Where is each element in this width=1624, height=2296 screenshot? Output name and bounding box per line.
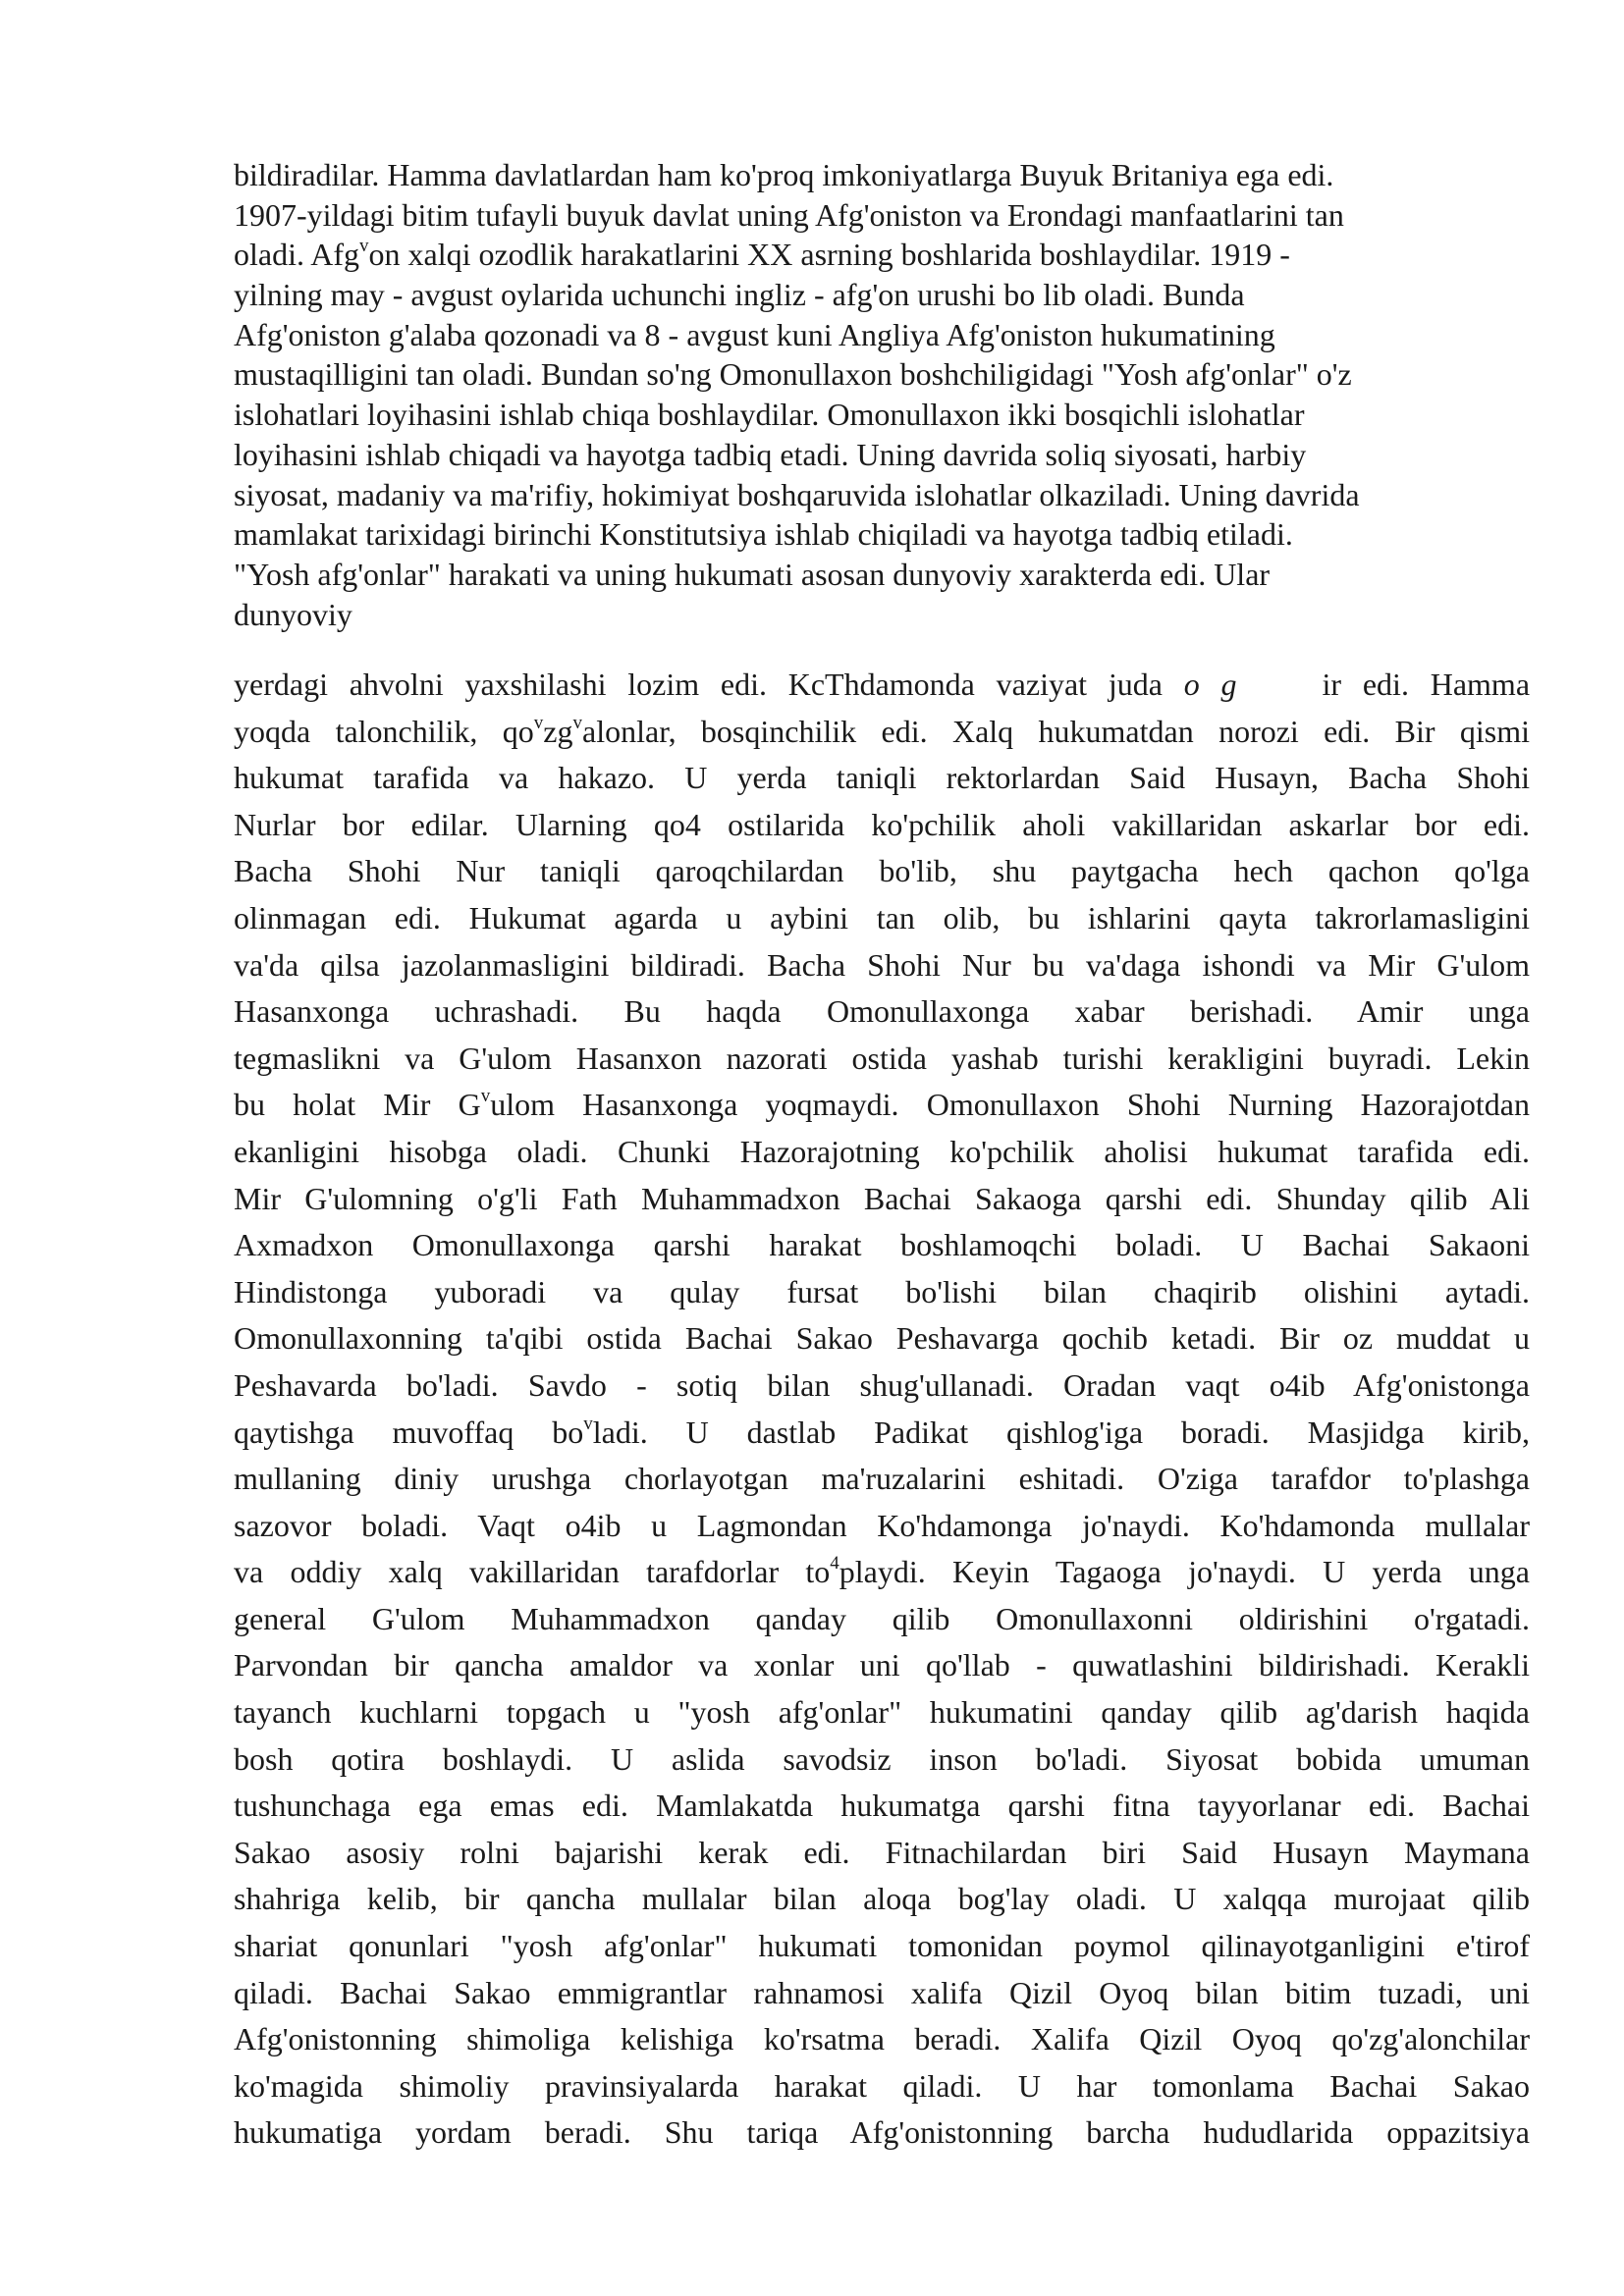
superscript-mark: v	[533, 712, 544, 733]
text-line: Hindistonga yuboradi va qulay fursat bo'lishi bilan chaqirib olishini aytadi.	[234, 1273, 1530, 1309]
text-run: qaytishga muvoffaq bo	[234, 1414, 584, 1450]
text-run: ladi. U dastlab Padikat qishlog'iga boradi. Masjidga kirib,	[592, 1414, 1531, 1450]
superscript-mark: v	[572, 712, 582, 733]
text-line: ko'magida shimoliy pravinsiyalarda harakat qiladi. U har tomonlama Bachai Sakao	[234, 2067, 1530, 2104]
text-line: dunyoviy	[234, 596, 352, 632]
text-run: on xalqi ozodlik harakatlarini XX asrning boshlarida boshlaydilar. 1919 -	[368, 237, 1290, 273]
text-run: oladi. Afg	[234, 237, 359, 273]
text-line: loyihasini ishlab chiqadi va hayotga tadbiq etadi. Uning davrida soliq siyosati, harbiy	[234, 436, 1307, 472]
text-run: bu holat Mir G	[234, 1087, 481, 1123]
text-line: Peshavarda bo'ladi. Savdo - sotiq bilan shug'ullanadi. Oradan vaqt o4ib Afg'onistonga	[234, 1366, 1530, 1403]
superscript-mark: v	[358, 236, 369, 257]
text-run: ulom Hasanxonga yoqmaydi. Omonullaxon Shohi Nurning Hazorajotdan	[490, 1087, 1530, 1123]
text-line: Afg'oniston g'alaba qozonadi va 8 - avgust kuni Angliya Afg'oniston hukumatining	[234, 316, 1275, 352]
text-line: bildiradilar. Hamma davlatlardan ham ko'proq imkoniyatlarga Buyuk Britaniya ega edi.	[234, 157, 1334, 192]
superscript-mark: v	[480, 1086, 491, 1107]
text-line: Hasanxonga uchrashadi. Bu haqda Omonullaxonga xabar berishadi. Amir unga	[234, 993, 1530, 1030]
text-line	[234, 1410, 1530, 1457]
text-run: playdi. Keyin Tagaoga jo'naydi. U yerda unga	[839, 1554, 1530, 1590]
text-line: 1907-yildagi bitim tufayli buyuk davlat uning Afg'oniston va Erondagi manfaatlarini tan	[234, 196, 1344, 233]
text-line: tayanch kuchlarni topgach u "yosh afg'onlar" hukumatini qanday qilib ag'darish haqida	[234, 1694, 1530, 1731]
text-run: ir edi. Hamma	[1236, 667, 1531, 702]
text-line	[234, 1549, 1530, 1596]
text-line: hukumatiga yordam beradi. Shu tariqa Afg'onistonning barcha hududlarida oppazitsiya	[234, 2114, 1530, 2151]
text-line: Omonullaxonning ta'qibi ostida Bachai Sakao Peshavarga qochib ketadi. Bir oz muddat u	[234, 1320, 1530, 1357]
text-line	[234, 235, 1530, 275]
text-line: shahriga kelib, bir qancha mullalar bilan aloqa bog'lay oladi. U xalqqa murojaat qilib	[234, 1881, 1530, 1917]
text-line: tushunchaga ega emas edi. Mamlakatda hukumatga qarshi fitna tayyorlanar edi. Bachai	[234, 1788, 1530, 1824]
paragraph-block-justified	[234, 662, 1530, 2157]
text-line: Axmadxon Omonullaxonga qarshi harakat boshlamoqchi boladi. U Bachai Sakaoni	[234, 1227, 1530, 1263]
text-line: "Yosh afg'onlar" harakati va uning hukumati asosan dunyoviy xarakterda edi. Ular	[234, 556, 1271, 592]
text-line: sazovor boladi. Vaqt o4ib u Lagmondan Ko'hdamonga jo'naydi. Ko'hdamonda mullalar	[234, 1507, 1530, 1543]
text-line: mamlakat tarixidagi birinchi Konstitutsiya ishlab chiqiladi va hayotga tadbiq etiladi.	[234, 516, 1293, 553]
text-run: yerdagi ahvolni yaxshilashi lozim edi. KcThdamonda vaziyat juda	[234, 667, 1184, 702]
superscript-mark: v	[583, 1413, 593, 1434]
text-line	[234, 662, 1530, 709]
text-line: mullaning diniy urushga chorlayotgan ma'ruzalarini eshitadi. O'ziga tarafdor to'plashga	[234, 1461, 1530, 1497]
text-line: hukumat tarafida va hakazo. U yerda taniqli rektorlardan Said Husayn, Bacha Shohi	[234, 760, 1530, 796]
text-run: va oddiy xalq vakillaridan tarafdorlar to	[234, 1554, 831, 1590]
text-line: Nurlar bor edilar. Ularning qo4 ostilarida ko'pchilik aholi vakillaridan askarlar bor edi.	[234, 806, 1530, 842]
text-line: Bacha Shohi Nur taniqli qaroqchilardan bo'lib, shu paytgacha hech qachon qo'lga	[234, 853, 1530, 889]
text-line: va'da qilsa jazolanmasligini bildiradi. Bacha Shohi Nur bu va'daga ishondi va Mir G'ulom	[234, 946, 1530, 983]
paragraph-block-top	[234, 155, 1530, 634]
text-line: yilning may - avgust oylarida uchunchi ingliz - afg'on urushi bo lib oladi. Bunda	[234, 277, 1245, 313]
italic-fragment: o g	[1183, 667, 1237, 702]
text-line: tegmaslikni va G'ulom Hasanxon nazorati ostida yashab turishi kerakligini buyradi. Lekin	[234, 1040, 1530, 1076]
text-run: alonlar, bosqinchilik edi. Xalq hukumatdan norozi edi. Bir qismi	[582, 713, 1531, 749]
text-line	[234, 1082, 1530, 1129]
text-line: olinmagan edi. Hukumat agarda u aybini tan olib, bu ishlarini qayta takrorlamasligini	[234, 899, 1530, 935]
text-line: Parvondan bir qancha amaldor va xonlar uni qo'llab - quwatlashini bildirishadi. Kerakli	[234, 1647, 1530, 1683]
text-line: qiladi. Bachai Sakao emmigrantlar rahnamosi xalifa Qizil Oyoq bilan bitim tuzadi, uni	[234, 1974, 1530, 2010]
text-line: ekanligini hisobga oladi. Chunki Hazorajotning ko'pchilik aholisi hukumat tarafida edi.	[234, 1133, 1530, 1169]
text-line: general G'ulom Muhammadxon qanday qilib Omonullaxonni oldirishini o'rgatadi.	[234, 1600, 1530, 1636]
text-line: Sakao asosiy rolni bajarishi kerak edi. Fitnachilardan biri Said Husayn Maymana	[234, 1834, 1530, 1870]
text-line: siyosat, madaniy va ma'rifiy, hokimiyat boshqaruvida islohatlar olkaziladi. Uning davrida	[234, 476, 1360, 512]
text-line	[234, 709, 1530, 756]
text-line: bosh qotira boshlaydi. U aslida savodsiz inson bo'ladi. Siyosat bobida umuman	[234, 1740, 1530, 1777]
text-line: Afg'onistonning shimoliga kelishiga ko'rsatma beradi. Xalifa Qizil Oyoq qo'zg'alonchilar	[234, 2021, 1530, 2057]
text-run: yoqda talonchilik, qo	[234, 713, 534, 749]
text-line: islohatlari loyihasini ishlab chiqa boshlaydilar. Omonullaxon ikki bosqichli islohatlar	[234, 397, 1305, 433]
text-run: zg	[543, 713, 573, 749]
superscript-mark: 4	[830, 1553, 839, 1575]
text-line: Mir G'ulomning o'g'li Fath Muhammadxon Bachai Sakaoga qarshi edi. Shunday qilib Ali	[234, 1180, 1530, 1216]
text-line: shariat qonunlari "yosh afg'onlar" hukumati tomonidan poymol qilinayotganligini e'tirof	[234, 1928, 1530, 1964]
text-line: mustaqilligini tan oladi. Bundan so'ng Omonullaxon boshchiligidagi "Yosh afg'onlar" o'z	[234, 356, 1352, 393]
